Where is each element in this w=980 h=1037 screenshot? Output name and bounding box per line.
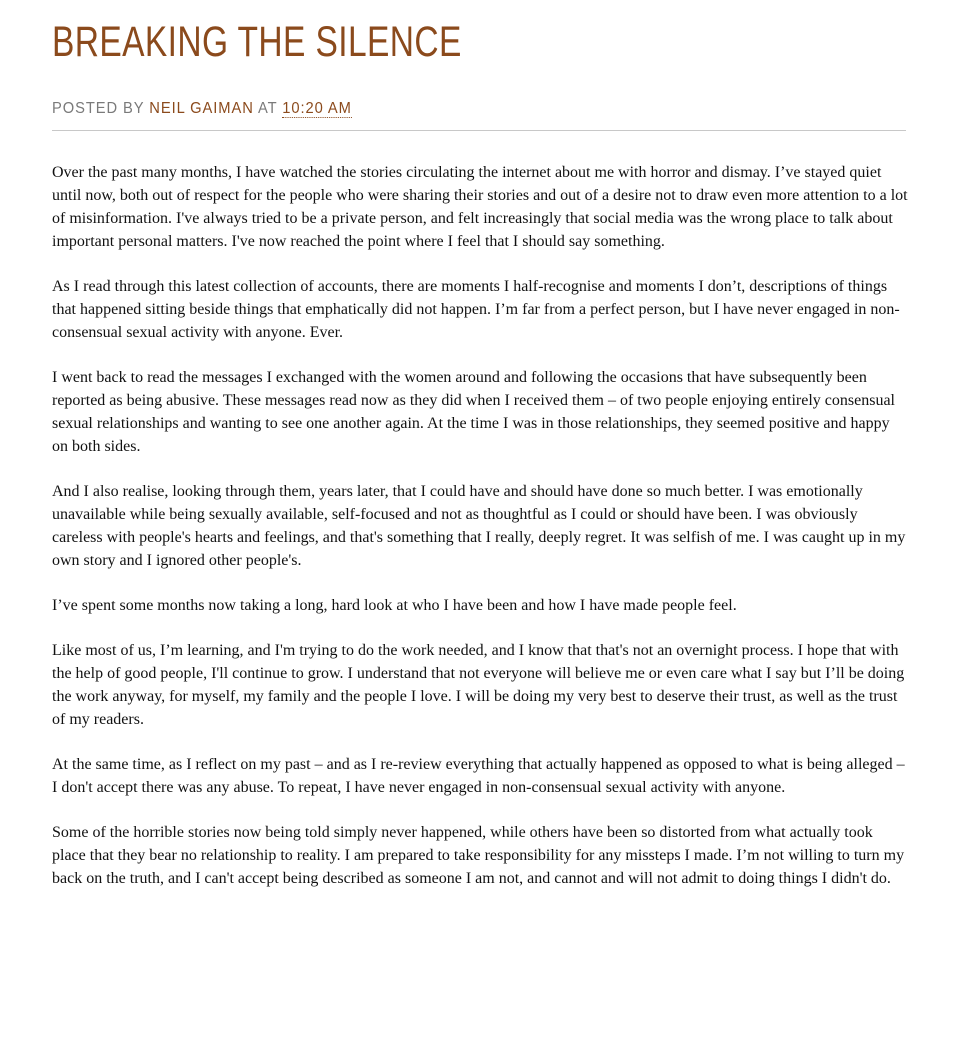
paragraph-2: As I read through this latest collection of accounts, there are moments I half-recognise and moments I don’t, descriptions of things that happened sitting beside things that emphatically did not happen. I’m far from a perfect person, but I have never engaged in non-consensual sexual activity with anyone. Ever. [52,278,900,341]
posted-by-label: POSTED BY [52,100,145,117]
paragraph-8: Some of the horrible stories now being told simply never happened, while others have been so distorted from what actually took place that they bear no relationship to reality. I am prepared to take responsibility for any missteps I made. I’m not willing to turn my back on the truth, and I can't accept being described as someone I am not, and cannot and will not admit to doing things I didn't do. [52,824,905,887]
paragraph-6: Like most of us, I’m learning, and I'm trying to do the work needed, and I know that that's not an overnight process. I hope that with the help of good people, I'll continue to grow. I understand that not everyone will believe me or even care what I say but I’ll be doing the work anyway, for myself, my family and the people I love. I will be doing my very best to deserve their trust, as well as the trust of my readers. [52,642,905,728]
paragraph-4: And I also realise, looking through them, years later, that I could have and should have done so much better. I was emotionally unavailable while being sexually available, self-focused and not as thoughtful as I could or should have been. I was obviously careless with people's hearts and feelings, and that's something that I really, deeply regret. It was selfish of me. I was caught up in my own story and I ignored other people's. [52,483,906,569]
paragraph-1: Over the past many months, I have watched the stories circulating the internet about me with horror and dismay. I’ve stayed quiet until now, both out of respect for the people who were sharing their stories and out of a desire not to draw even more attention to a lot of misinformation. I've always tried to be a private person, and felt increasingly that social media was the wrong place to talk about important personal matters. I've now reached the point where I feel that I should say something. [52,164,908,250]
at-label: AT [257,100,278,117]
post-title[interactable]: BREAKING THE SILENCE [52,18,462,66]
post-meta [52,100,352,118]
post-body [52,161,908,912]
blog-post [52,0,908,887]
meta-divider [52,130,906,131]
paragraph-7: At the same time, as I reflect on my past – and as I re-review everything that actually happened as opposed to what is being alleged – I don't accept there was any abuse. To repeat, I have never engaged in non-consensual sexual activity with anyone. [52,756,905,796]
paragraph-3: I went back to read the messages I exchanged with the women around and following the occasions that have subsequently been reported as being abusive. These messages read now as they did when I received them – of two people enjoying entirely consensual sexual relationships and wanting to see one another again. At the time I was in those relationships, they seemed positive and happy on both sides. [52,369,895,455]
post-timestamp-link[interactable]: 10:20 AM [282,100,352,117]
author-link[interactable]: NEIL GAIMAN [149,100,254,117]
paragraph-5: I’ve spent some months now taking a long, hard look at who I have been and how I have made people feel. [52,597,737,614]
